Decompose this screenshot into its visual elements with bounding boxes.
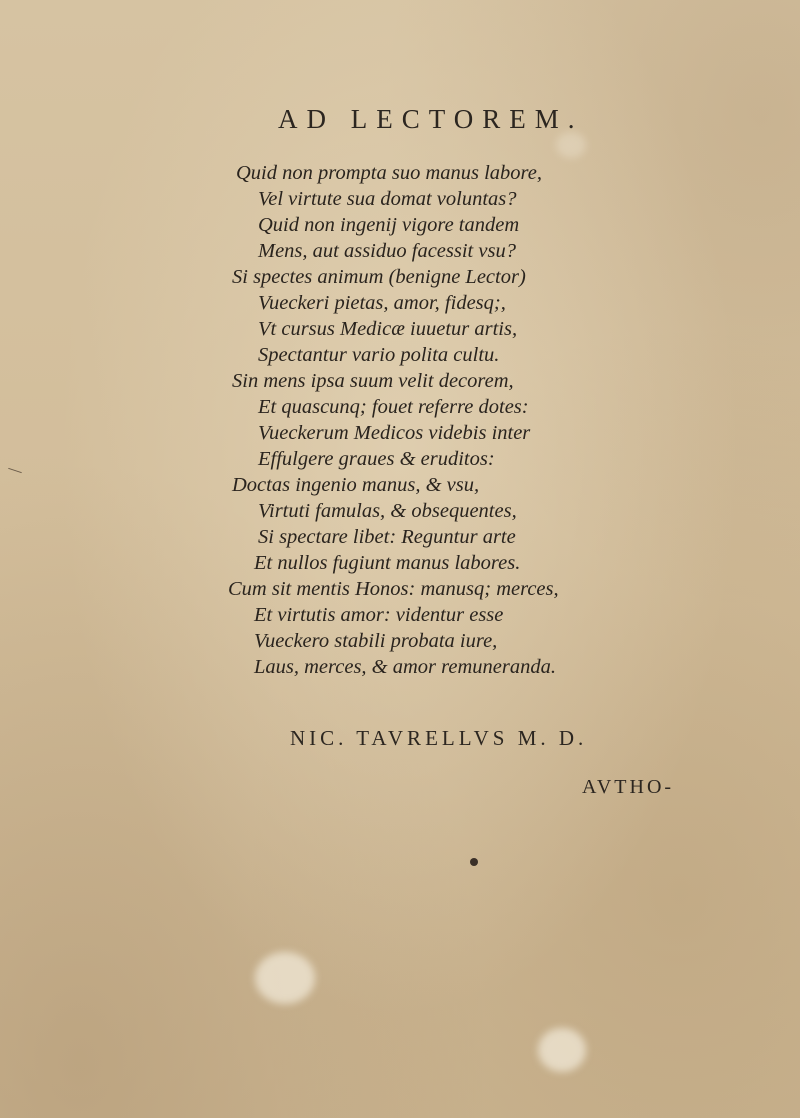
poem-line: Vt cursus Medicæ iuuetur artis, [258,318,518,340]
poem-line: Virtuti famulas, & obsequentes, [258,500,517,522]
catchword: AVTHO- [582,776,675,798]
poem-line: Cum sit mentis Honos: manusq; merces, [228,578,559,600]
poem-line: Vueckero stabili probata iure, [254,630,498,652]
poem-line: Vueckerum Medicos videbis inter [258,422,531,444]
poem-line: Si spectes animum (benigne Lector) [232,266,526,288]
poem-line: Sin mens ipsa suum velit decorem, [232,370,514,392]
poem-line: Vel virtute sua domat voluntas? [258,188,517,210]
margin-mark [8,468,22,473]
paper-stain [556,132,586,158]
poem-line: Mens, aut assiduo facessit vsu? [258,240,516,262]
poem-line: Quid non prompta suo manus labore, [236,162,542,184]
poem-line: Quid non ingenij vigore tandem [258,214,520,236]
page-heading: AD LECTOREM. [278,104,584,134]
poem-line: Laus, merces, & amor remuneranda. [254,656,556,678]
paper-stain [255,952,315,1004]
poem-line: Doctas ingenio manus, & vsu, [232,474,480,496]
ink-dot [470,858,478,866]
poem-line: Vueckeri pietas, amor, fidesq;, [258,292,506,314]
author-signature: NIC. TAVRELLVS M. D. [290,726,588,750]
poem-line: Effulgere graues & eruditos: [258,448,495,470]
poem-line: Et virtutis amor: videntur esse [254,604,504,626]
poem-line: Spectantur vario polita cultu. [258,344,500,366]
poem-line: Et nullos fugiunt manus labores. [254,552,521,574]
poem-line: Si spectare libet: Reguntur arte [258,526,516,548]
poem-line: Et quascunq; fouet referre dotes: [258,396,529,418]
paper-stain [538,1028,586,1072]
